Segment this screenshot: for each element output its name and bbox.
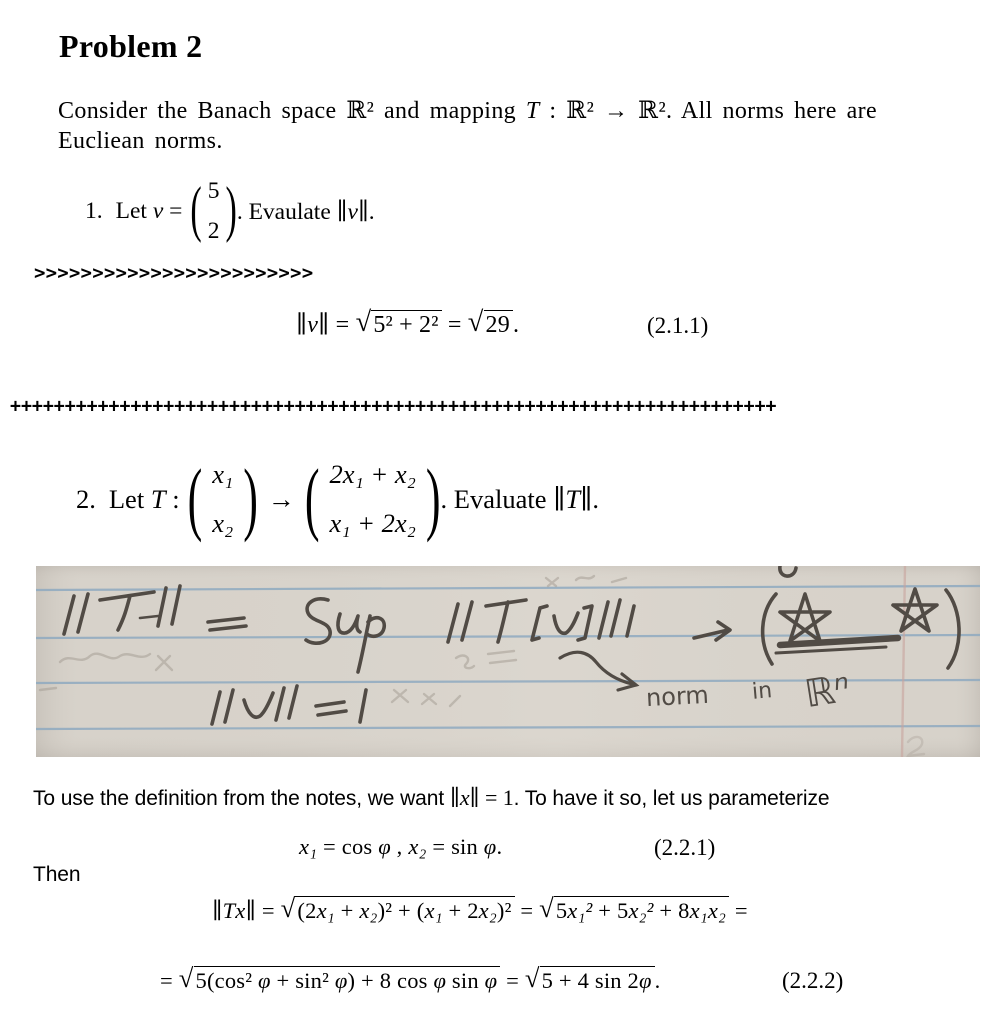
item-1-text-pre: Let v = bbox=[115, 197, 183, 224]
vector-tx-row-2: x₁ + 2x₂ bbox=[329, 508, 416, 538]
item-2-text-post: . Evaluate ∥T∥. bbox=[440, 483, 599, 514]
vector-v-right-paren: ) bbox=[225, 175, 237, 245]
vector-x-left-paren: ( bbox=[187, 452, 203, 544]
equation-2-2-2-label: (2.2.2) bbox=[782, 968, 844, 993]
item-1-number: 1. bbox=[85, 197, 103, 224]
vector-tx-row-1: 2x₁ + x₂ bbox=[329, 459, 416, 489]
intro-paragraph-line1: Consider the Banach space ℝ² and mapping T : ℝ² → ℝ². All norms here are bbox=[58, 98, 877, 124]
equation-2-1-1-label: (2.1.1) bbox=[647, 313, 709, 338]
vector-tx-right-paren: ) bbox=[425, 452, 441, 544]
paragraph-parameterize-post: . To have it so, let us parameterize bbox=[513, 787, 830, 810]
handwritten-note-photo bbox=[36, 566, 980, 757]
intro-paragraph-line2: Eucliean norms. bbox=[58, 128, 223, 154]
annotation-norm-text: norm bbox=[645, 680, 710, 713]
equation-2-2-1: x₁ = cos φ , x₂ = sin φ. bbox=[299, 834, 503, 859]
vector-x-row-1: x₁ bbox=[212, 459, 234, 489]
vector-tx bbox=[320, 459, 426, 539]
paragraph-parameterize-math: ∥x∥ = 1 bbox=[449, 785, 514, 810]
item-1-text-post: . Evaulate ∥v∥. bbox=[236, 198, 375, 225]
vector-v-row-2: 2 bbox=[207, 217, 220, 244]
separator-plus-line: ++++++++++++++++++++++++++++++++++++++++++++++++++++++++++++++++++++++ bbox=[10, 396, 777, 417]
equation-2-1-1: ∥v∥ = √ 5² + 2² = √ 29 . bbox=[296, 307, 520, 338]
vector-tx-left-paren: ( bbox=[304, 452, 320, 544]
vector-x-right-paren: ) bbox=[243, 452, 258, 544]
item-2-text-pre: Let T : bbox=[108, 483, 180, 514]
paragraph-parameterize-pre: To use the definition from the notes, we want bbox=[33, 787, 450, 810]
maps-to-arrow: → bbox=[267, 483, 295, 514]
problem-item-1 bbox=[85, 168, 375, 254]
item-2-number: 2. bbox=[76, 483, 96, 514]
vector-x bbox=[202, 459, 243, 539]
vector-v-left-paren: ( bbox=[190, 175, 202, 245]
problem-item-2 bbox=[76, 437, 599, 561]
vector-v-row-1: 5 bbox=[207, 177, 220, 204]
separator-gt-line: >>>>>>>>>>>>>>>>>>>>>>>> bbox=[34, 262, 314, 284]
annotation-rn-text: ℝⁿ bbox=[801, 665, 854, 717]
paragraph-parameterize bbox=[33, 785, 829, 811]
equation-2-2-2-line1: ∥Tx∥ = √ (2x₁ + x₂)² + (x₁ + 2x₂)² = √ 5x₁² + 5x₂² + 8x₁x₂ = bbox=[212, 893, 748, 923]
page-title: Problem 2 bbox=[59, 28, 203, 64]
equation-2-2-2-line2: = √ 5(cos² φ + sin² φ) + 8 cos φ sin φ = √ 5 + 4 sin 2φ . bbox=[160, 963, 661, 993]
vector-v bbox=[202, 178, 226, 245]
then-label: Then bbox=[33, 863, 81, 886]
equation-2-2-1-label: (2.2.1) bbox=[654, 835, 716, 860]
vector-x-row-2: x₂ bbox=[212, 508, 234, 538]
annotation-in-text: in bbox=[750, 678, 774, 705]
